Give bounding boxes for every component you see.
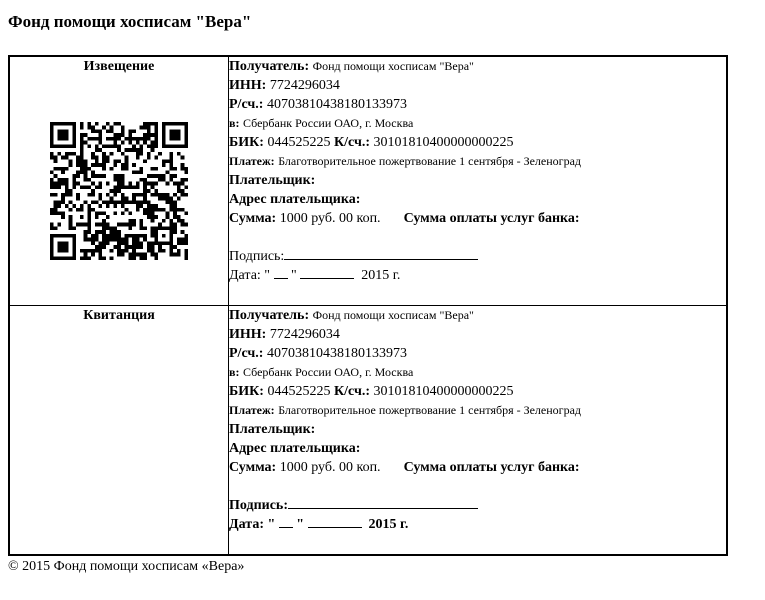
receipt-details-cell xyxy=(229,306,728,556)
bik-label: БИК: xyxy=(229,384,264,399)
recipient-line xyxy=(229,57,726,76)
recipient-value: Фонд помощи хосписам "Вера" xyxy=(312,308,474,322)
ks-value: 30101810400000000225 xyxy=(373,384,514,399)
signature-underline xyxy=(284,247,478,260)
inn-line xyxy=(229,325,726,344)
notice-label-cell xyxy=(9,56,229,306)
bank-fee-label: Сумма оплаты услуг банка: xyxy=(403,211,580,226)
payment-line xyxy=(229,401,726,420)
signature-line xyxy=(229,496,726,515)
date-label: Дата: " xyxy=(229,517,276,532)
page-title: Фонд помощи хосписам "Вера" xyxy=(8,12,252,31)
payment-line xyxy=(229,152,726,171)
payer-address-line xyxy=(229,190,726,209)
date-month-underline xyxy=(308,515,362,528)
bank-fee-label: Сумма оплаты услуг банка: xyxy=(403,460,580,475)
payer-label: Плательщик: xyxy=(229,422,316,437)
account-label: Р/сч.: xyxy=(229,346,264,361)
ks-label: К/сч.: xyxy=(333,384,371,399)
ks-label: К/сч.: xyxy=(333,135,371,150)
payer-address-label: Адрес плательщика: xyxy=(229,192,361,207)
date-day-underline xyxy=(274,266,288,279)
bank-line xyxy=(229,114,726,133)
receipt-label: Квитанция xyxy=(83,308,155,323)
account-line xyxy=(229,344,726,363)
payer-address-label: Адрес плательщика: xyxy=(229,441,361,456)
account-value: 40703810438180133973 xyxy=(266,97,407,112)
notice-details-cell xyxy=(229,56,728,306)
recipient-label: Получатель: xyxy=(229,308,310,323)
sum-value: 1000 руб. 00 коп. xyxy=(279,460,381,475)
payment-label: Платеж: xyxy=(229,403,275,417)
payer-line xyxy=(229,171,726,190)
ks-value: 30101810400000000225 xyxy=(373,135,514,150)
bank-line xyxy=(229,363,726,382)
recipient-label: Получатель: xyxy=(229,59,310,74)
inn-label: ИНН: xyxy=(229,327,267,342)
payer-line xyxy=(229,420,726,439)
payment-form-table xyxy=(8,55,728,556)
date-mid: " xyxy=(291,268,297,283)
payment-value: Благотворительное пожертвование 1 сентября - Зеленоград xyxy=(278,403,582,417)
date-year: 2015 г. xyxy=(368,517,409,532)
bik-value: 044525225 xyxy=(267,135,331,150)
date-month-underline xyxy=(300,266,354,279)
notice-label: Извещение xyxy=(83,59,155,74)
signature-underline xyxy=(288,496,478,509)
sum-value: 1000 руб. 00 коп. xyxy=(279,211,381,226)
receipt-label-cell xyxy=(9,306,229,556)
footer-copyright: © 2015 Фонд помощи хосписам «Вера» xyxy=(8,559,245,574)
inn-line xyxy=(229,76,726,95)
qr-code-graphic xyxy=(50,122,188,260)
payment-label: Платеж: xyxy=(229,154,275,168)
recipient-value: Фонд помощи хосписам "Вера" xyxy=(312,59,474,73)
date-year: 2015 г. xyxy=(361,268,401,283)
inn-value: 7724296034 xyxy=(269,78,340,93)
sum-line xyxy=(229,458,726,477)
bik-label: БИК: xyxy=(229,135,264,150)
date-label: Дата: " xyxy=(229,268,271,283)
signature-label: Подпись: xyxy=(229,249,285,264)
qr-code-icon xyxy=(50,122,188,260)
payment-value: Благотворительное пожертвование 1 сентября - Зеленоград xyxy=(278,154,582,168)
bik-value: 044525225 xyxy=(267,384,331,399)
sum-label: Сумма: xyxy=(229,460,277,475)
signature-label: Подпись: xyxy=(229,498,288,513)
bank-label: в: xyxy=(229,116,240,130)
inn-label: ИНН: xyxy=(229,78,267,93)
sum-line xyxy=(229,209,726,228)
bank-value: Сбербанк России ОАО, г. Москва xyxy=(242,365,414,379)
date-day-underline xyxy=(279,515,293,528)
inn-value: 7724296034 xyxy=(269,327,340,342)
notice-row xyxy=(9,56,727,306)
recipient-line xyxy=(229,306,726,325)
account-value: 40703810438180133973 xyxy=(266,346,407,361)
account-label: Р/сч.: xyxy=(229,97,264,112)
payer-address-line xyxy=(229,439,726,458)
payer-label: Плательщик: xyxy=(229,173,316,188)
account-line xyxy=(229,95,726,114)
bank-label: в: xyxy=(229,365,240,379)
signature-line xyxy=(229,247,726,266)
date-line xyxy=(229,515,726,534)
bik-line xyxy=(229,133,726,152)
sum-label: Сумма: xyxy=(229,211,277,226)
bik-line xyxy=(229,382,726,401)
date-mid: " xyxy=(296,517,305,532)
date-line xyxy=(229,266,726,285)
bank-value: Сбербанк России ОАО, г. Москва xyxy=(242,116,414,130)
receipt-row xyxy=(9,306,727,556)
